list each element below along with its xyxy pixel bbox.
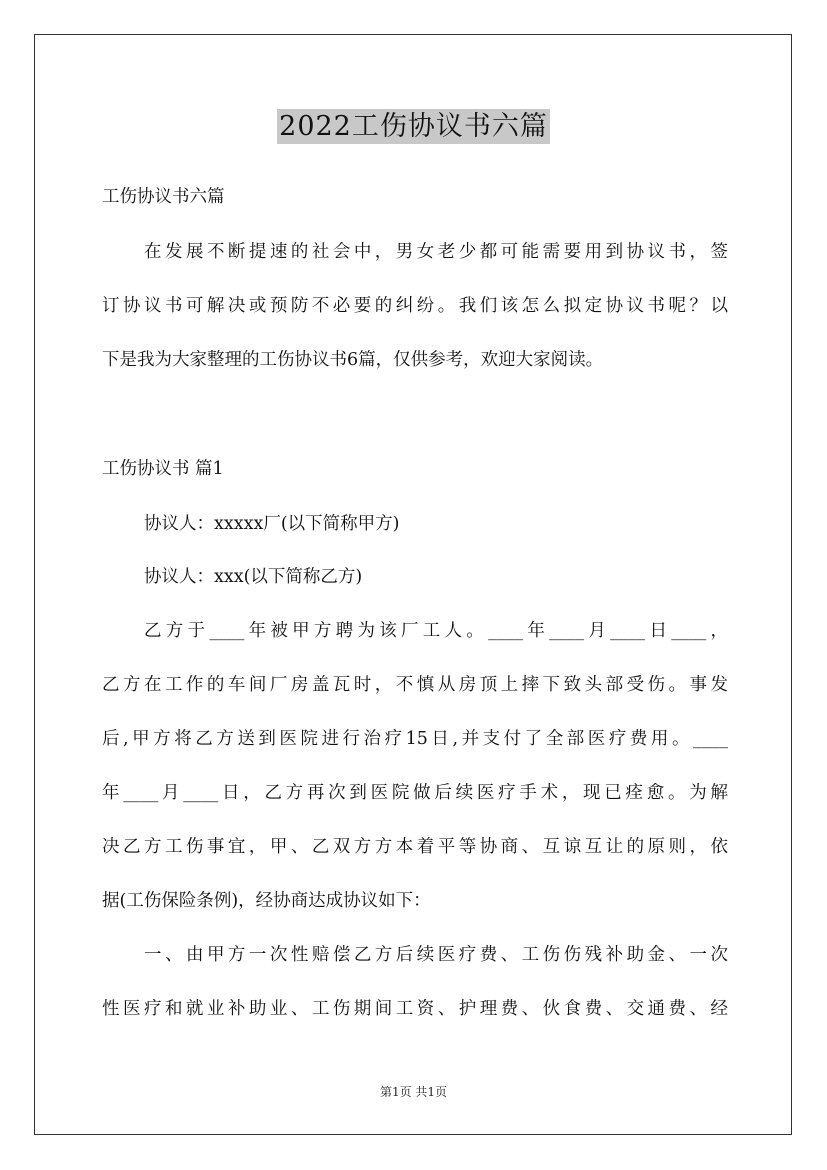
document-title <box>0 104 827 143</box>
body-line-5: 决乙方工伤事宜，甲、乙双方方本着平等协商、互谅互让的原则，依 <box>102 837 728 857</box>
clause-1-line-2: 性医疗和就业补助业、工伤期间工资、护理费、伙食费、交通费、经 <box>102 999 728 1019</box>
body-line-3: 后,甲方将乙方送到医院进行治疗15日,并支付了全部医疗费用。____ <box>102 729 728 749</box>
intro-paragraph-line-2: 订协议书可解决或预防不必要的纠纷。我们该怎么拟定协议书呢？以 <box>102 296 728 316</box>
clause-1-line-1: 一、由甲方一次性赔偿乙方后续医疗费、工伤伤残补助金、一次 <box>144 945 728 965</box>
page-footer: 第1页 共1页 <box>379 1085 448 1099</box>
intro-heading: 工伤协议书六篇 <box>102 187 225 207</box>
body-line-2: 乙方在工作的车间厂房盖瓦时，不慎从房顶上摔下致头部受伤。事发 <box>102 675 728 695</box>
party-a-line: 协议人：xxxxx厂(以下简称甲方) <box>144 514 400 534</box>
body-line-4: 年____月____日，乙方再次到医院做后续医疗手术，现已痊愈。为解 <box>102 783 728 803</box>
body-line-6: 据(工伤保险条例)，经协商达成协议如下： <box>102 891 431 911</box>
section-heading: 工伤协议书 篇1 <box>102 459 224 479</box>
intro-paragraph-line-1: 在发展不断提速的社会中，男女老少都可能需要用到协议书，签 <box>144 242 728 262</box>
document-title-text: 2022工伤协议书六篇 <box>279 111 548 142</box>
body-line-1: 乙方于____年被甲方聘为该厂工人。____年____月____日____， <box>144 621 728 641</box>
party-b-line: 协议人：xxx(以下简称乙方) <box>144 567 363 587</box>
intro-paragraph-line-3: 下是我为大家整理的工伤协议书6篇，仅供参考，欢迎大家阅读。 <box>102 350 604 370</box>
